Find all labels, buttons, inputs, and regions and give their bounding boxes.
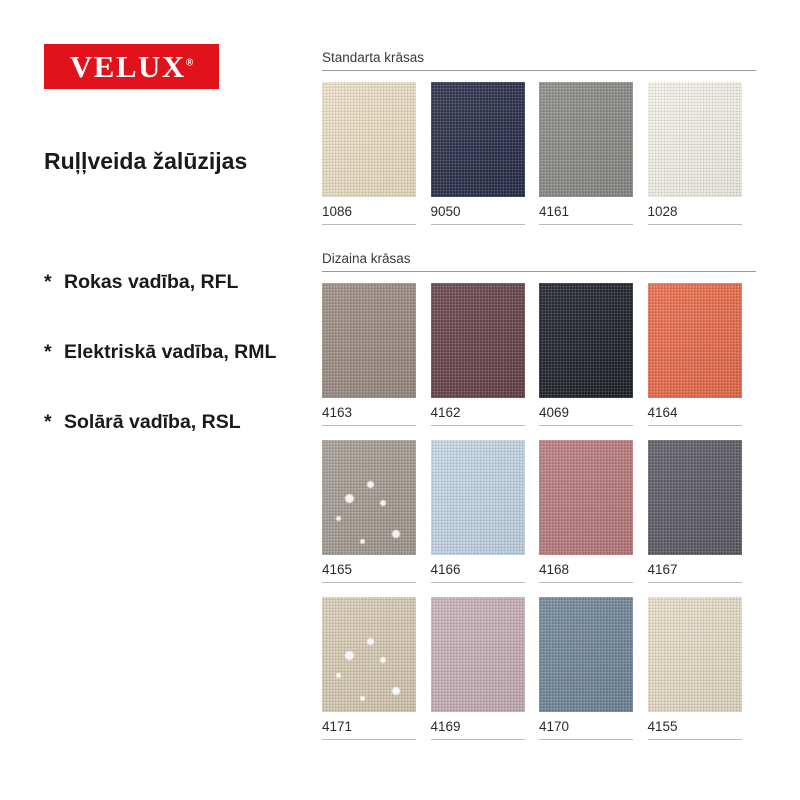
swatch-sheen <box>322 597 416 712</box>
color-swatch-4069[interactable] <box>539 283 633 398</box>
fabric-fleck-dot <box>367 481 374 488</box>
section-heading-standard: Standarta krāsas <box>322 50 756 71</box>
swatch-cell[interactable] <box>648 283 757 426</box>
fabric-weave-texture <box>322 597 416 712</box>
color-swatch-1086[interactable] <box>322 82 416 197</box>
swatch-row <box>322 597 756 740</box>
swatch-sheen <box>322 440 416 555</box>
swatch-code: 1028 <box>648 204 742 225</box>
fabric-weave-texture <box>539 597 633 712</box>
fabric-weave-texture <box>322 283 416 398</box>
swatch-cell[interactable] <box>431 440 540 583</box>
swatch-cell[interactable] <box>322 440 431 583</box>
color-swatch-4161[interactable] <box>539 82 633 197</box>
fabric-weave-texture <box>539 82 633 197</box>
fabric-weave-texture <box>431 597 525 712</box>
swatch-row <box>322 82 756 225</box>
fabric-fleck-dot <box>345 494 354 503</box>
swatch-code: 1086 <box>322 204 416 225</box>
swatch-cell[interactable] <box>648 440 757 583</box>
swatch-code: 4165 <box>322 562 416 583</box>
swatch-sheen <box>648 440 742 555</box>
fabric-weave-texture <box>431 82 525 197</box>
fabric-weave-texture <box>322 82 416 197</box>
color-swatch-4165[interactable] <box>322 440 416 555</box>
left-info-column <box>44 44 294 436</box>
color-swatch-4162[interactable] <box>431 283 525 398</box>
fabric-weave-texture <box>648 440 742 555</box>
swatch-sheen <box>431 283 525 398</box>
color-swatch-4168[interactable] <box>539 440 633 555</box>
swatch-sheen <box>322 82 416 197</box>
feature-item-rsl <box>44 409 294 435</box>
fabric-weave-texture <box>539 440 633 555</box>
color-swatch-4155[interactable] <box>648 597 742 712</box>
color-swatch-1028[interactable] <box>648 82 742 197</box>
velux-logo-text <box>70 51 193 82</box>
swatch-sheen <box>539 440 633 555</box>
swatch-cell[interactable] <box>648 597 757 740</box>
swatch-code: 4170 <box>539 719 633 740</box>
swatch-code: 4169 <box>431 719 525 740</box>
registered-trademark-icon: ® <box>185 57 194 69</box>
swatch-code: 4168 <box>539 562 633 583</box>
swatch-cell[interactable] <box>539 283 648 426</box>
bullet-star-icon: * <box>44 270 52 293</box>
swatch-code: 4167 <box>648 562 742 583</box>
fabric-weave-texture <box>539 283 633 398</box>
fabric-fleck-dot <box>360 696 365 701</box>
swatch-cell[interactable] <box>431 82 540 225</box>
swatch-cell[interactable] <box>539 597 648 740</box>
swatch-sheen <box>539 597 633 712</box>
color-swatch-4167[interactable] <box>648 440 742 555</box>
velux-logo <box>44 44 219 89</box>
color-swatch-4166[interactable] <box>431 440 525 555</box>
color-swatch-4163[interactable] <box>322 283 416 398</box>
page-title: Ruļļveida žalūzijas <box>44 148 248 174</box>
feature-label-rfl: Rokas vadība, RFL <box>64 270 239 293</box>
swatch-sheen <box>648 597 742 712</box>
fabric-fleck-dot <box>380 500 386 506</box>
fabric-fleck-dot <box>392 687 400 695</box>
swatch-code: 4166 <box>431 562 525 583</box>
feature-item-rml <box>44 339 294 365</box>
swatch-cell[interactable] <box>539 440 648 583</box>
fabric-weave-texture <box>431 283 525 398</box>
feature-label-rsl: Solārā vadība, RSL <box>64 411 241 434</box>
bullet-star-icon: * <box>44 340 52 363</box>
color-swatch-9050[interactable] <box>431 82 525 197</box>
swatch-code: 4164 <box>648 405 742 426</box>
swatch-sheen <box>648 283 742 398</box>
feature-item-rfl <box>44 269 294 295</box>
fabric-fleck-dot <box>360 539 365 544</box>
fabric-weave-texture <box>648 82 742 197</box>
swatch-code: 4162 <box>431 405 525 426</box>
color-swatch-4170[interactable] <box>539 597 633 712</box>
color-swatch-4164[interactable] <box>648 283 742 398</box>
swatch-cell[interactable] <box>322 283 431 426</box>
color-swatch-4171[interactable] <box>322 597 416 712</box>
fabric-fleck-dot <box>392 530 400 538</box>
swatch-code: 4155 <box>648 719 742 740</box>
fabric-weave-texture <box>322 440 416 555</box>
bullet-star-icon: * <box>44 411 52 434</box>
swatch-sheen <box>431 597 525 712</box>
swatch-code: 4069 <box>539 405 633 426</box>
fabric-fleck-dot <box>345 651 354 660</box>
swatch-code: 4163 <box>322 405 416 426</box>
swatch-row <box>322 440 756 583</box>
section-heading-design: Dizaina krāsas <box>322 251 756 272</box>
swatch-row <box>322 283 756 426</box>
fabric-fleck-dot <box>380 657 386 663</box>
swatch-cell[interactable] <box>648 82 757 225</box>
swatch-sheen <box>431 82 525 197</box>
swatch-cell[interactable] <box>431 283 540 426</box>
swatch-columns <box>322 50 756 740</box>
fabric-weave-texture <box>648 283 742 398</box>
swatch-cell[interactable] <box>539 82 648 225</box>
swatch-sheen <box>322 283 416 398</box>
fabric-fleck-dot <box>367 638 374 645</box>
fabric-weave-texture <box>431 440 525 555</box>
swatch-cell[interactable] <box>431 597 540 740</box>
swatch-sheen <box>539 82 633 197</box>
swatch-cell[interactable] <box>322 597 431 740</box>
swatch-code: 4171 <box>322 719 416 740</box>
swatch-sheen <box>539 283 633 398</box>
color-swatch-4169[interactable] <box>431 597 525 712</box>
swatch-cell[interactable] <box>322 82 431 225</box>
swatch-code: 9050 <box>431 204 525 225</box>
fabric-fleck-dot <box>336 516 341 521</box>
fabric-weave-texture <box>648 597 742 712</box>
fabric-fleck-dot <box>336 673 341 678</box>
swatch-sheen <box>431 440 525 555</box>
velux-logo-wordmark: VELUX <box>69 49 186 84</box>
swatch-code: 4161 <box>539 204 633 225</box>
feature-label-rml: Elektriskā vadība, RML <box>64 340 277 363</box>
swatch-sheen <box>648 82 742 197</box>
